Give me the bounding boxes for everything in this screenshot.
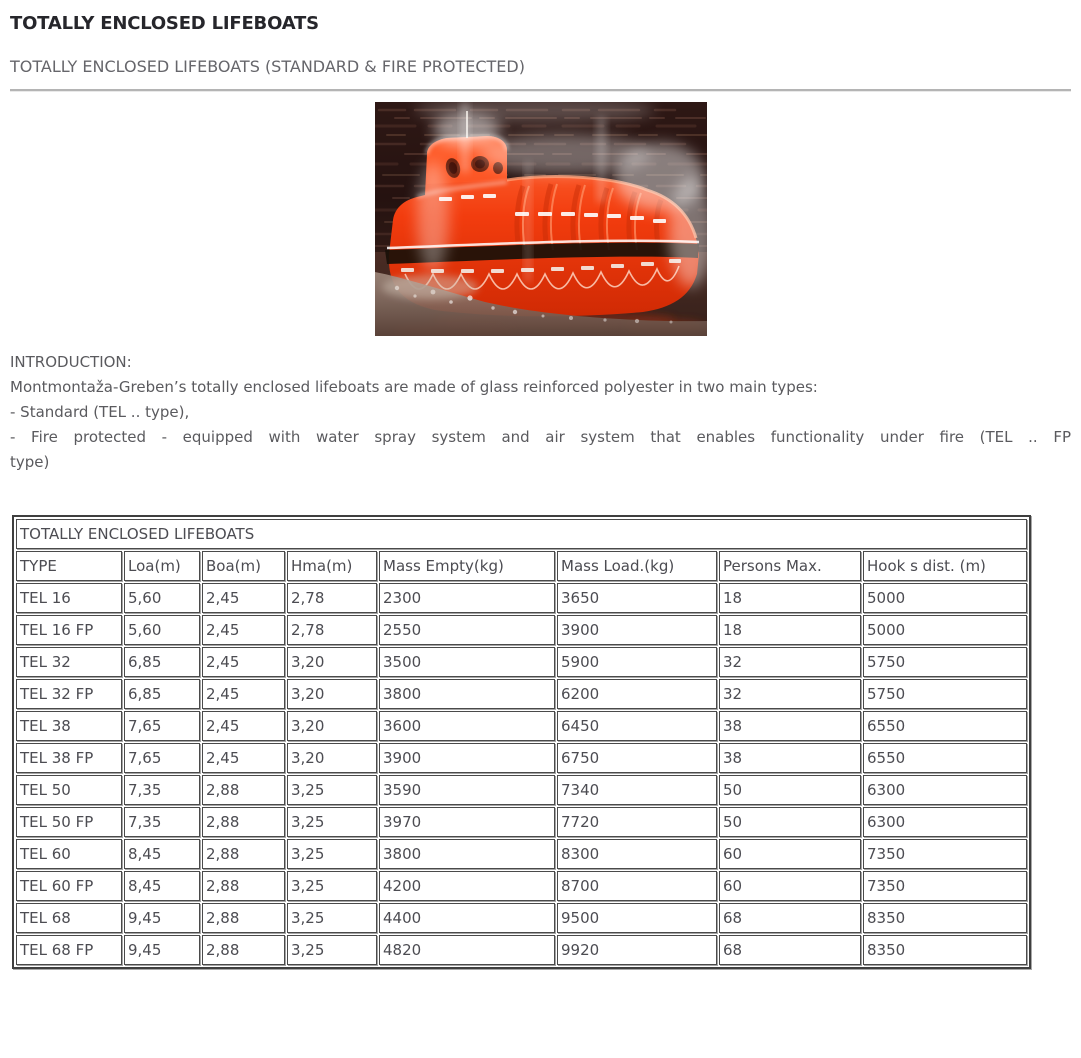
table-cell: 2,78 xyxy=(287,615,377,645)
table-cell: TEL 16 xyxy=(16,583,122,613)
table-cell: 6,85 xyxy=(124,679,200,709)
table-cell: 8700 xyxy=(557,871,717,901)
table-header-row xyxy=(16,551,1027,581)
header-cell: Loa(m) xyxy=(124,551,200,581)
table-cell: 7350 xyxy=(863,871,1027,901)
divider xyxy=(10,89,1071,91)
table-cell: 3650 xyxy=(557,583,717,613)
table-row xyxy=(16,583,1027,613)
table-row xyxy=(16,775,1027,805)
table-row xyxy=(16,647,1027,677)
lifeboat-photo xyxy=(375,102,707,336)
spec-table xyxy=(12,515,1031,969)
table-cell: 2,88 xyxy=(202,871,285,901)
table-cell: TEL 68 xyxy=(16,903,122,933)
table-row xyxy=(16,711,1027,741)
table-cell: 2,88 xyxy=(202,935,285,965)
table-cell: 3500 xyxy=(379,647,555,677)
table-cell: 50 xyxy=(719,775,861,805)
table-cell: 6300 xyxy=(863,807,1027,837)
table-cell: 7,65 xyxy=(124,711,200,741)
table-cell: 5000 xyxy=(863,615,1027,645)
page-title: TOTALLY ENCLOSED LIFEBOATS xyxy=(10,13,319,34)
table-cell: TEL 32 FP xyxy=(16,679,122,709)
table-cell: 2,45 xyxy=(202,647,285,677)
intro-line: Montmontaža-Greben’s totally enclosed lifeboats are made of glass reinforced polyester in two main types: xyxy=(10,378,818,396)
table-cell: 5,60 xyxy=(124,615,200,645)
table-cell: TEL 32 xyxy=(16,647,122,677)
table-cell: 68 xyxy=(719,935,861,965)
table-cell: 60 xyxy=(719,839,861,869)
table-cell: 50 xyxy=(719,807,861,837)
table-cell: 7340 xyxy=(557,775,717,805)
table-title-cell: TOTALLY ENCLOSED LIFEBOATS xyxy=(16,519,1027,549)
table-cell: 6300 xyxy=(863,775,1027,805)
table-cell: 6550 xyxy=(863,711,1027,741)
table-cell: 3,25 xyxy=(287,903,377,933)
table-cell: 38 xyxy=(719,711,861,741)
header-cell: Persons Max. xyxy=(719,551,861,581)
table-cell: 8,45 xyxy=(124,839,200,869)
table-cell: 3900 xyxy=(379,743,555,773)
table-cell: 7,35 xyxy=(124,775,200,805)
table-row xyxy=(16,615,1027,645)
header-cell: Hook s dist. (m) xyxy=(863,551,1027,581)
table-cell: 6750 xyxy=(557,743,717,773)
table-row xyxy=(16,935,1027,965)
header-cell: TYPE xyxy=(16,551,122,581)
table-cell: 3,20 xyxy=(287,743,377,773)
table-cell: 8350 xyxy=(863,903,1027,933)
content xyxy=(0,13,1081,969)
table-cell: TEL 68 FP xyxy=(16,935,122,965)
intro-line: - Standard (TEL .. type), xyxy=(10,403,190,421)
table-cell: TEL 16 FP xyxy=(16,615,122,645)
table-cell: 2,88 xyxy=(202,903,285,933)
table-row xyxy=(16,871,1027,901)
table-cell: 6,85 xyxy=(124,647,200,677)
table-row xyxy=(16,743,1027,773)
table-cell: 3600 xyxy=(379,711,555,741)
table-cell: 2300 xyxy=(379,583,555,613)
table-cell: 3,20 xyxy=(287,679,377,709)
table-cell: 8350 xyxy=(863,935,1027,965)
table-cell: 3,25 xyxy=(287,807,377,837)
intro-line: type) xyxy=(10,453,50,471)
spec-table-body xyxy=(16,519,1027,965)
table-cell: TEL 50 FP xyxy=(16,807,122,837)
table-cell: 5900 xyxy=(557,647,717,677)
table-cell: 18 xyxy=(719,615,861,645)
table-cell: 60 xyxy=(719,871,861,901)
intro-line: INTRODUCTION: xyxy=(10,353,132,371)
intro-section xyxy=(10,350,1071,475)
table-cell: 6200 xyxy=(557,679,717,709)
table-cell: 3,25 xyxy=(287,935,377,965)
header-cell: Boa(m) xyxy=(202,551,285,581)
header-cell: Mass Empty(kg) xyxy=(379,551,555,581)
table-cell: 7,65 xyxy=(124,743,200,773)
table-cell: 3,25 xyxy=(287,775,377,805)
table-cell: 8,45 xyxy=(124,871,200,901)
table-row xyxy=(16,679,1027,709)
table-cell: 3590 xyxy=(379,775,555,805)
table-cell: 68 xyxy=(719,903,861,933)
page-subtitle: TOTALLY ENCLOSED LIFEBOATS (STANDARD & FIRE PROTECTED) xyxy=(10,57,525,76)
table-cell: TEL 38 FP xyxy=(16,743,122,773)
table-row xyxy=(16,903,1027,933)
table-cell: TEL 50 xyxy=(16,775,122,805)
table-cell: 2,88 xyxy=(202,807,285,837)
table-cell: 4200 xyxy=(379,871,555,901)
table-cell: 6550 xyxy=(863,743,1027,773)
table-title-row xyxy=(16,519,1027,549)
table-cell: TEL 60 FP xyxy=(16,871,122,901)
table-cell: 2,45 xyxy=(202,615,285,645)
table-row xyxy=(16,807,1027,837)
table-cell: 4820 xyxy=(379,935,555,965)
table-cell: 18 xyxy=(719,583,861,613)
table-cell: 2,45 xyxy=(202,583,285,613)
table-cell: 3,25 xyxy=(287,871,377,901)
table-cell: 7720 xyxy=(557,807,717,837)
table-cell: 2,45 xyxy=(202,743,285,773)
table-cell: 9,45 xyxy=(124,903,200,933)
table-cell: TEL 38 xyxy=(16,711,122,741)
table-cell: 6450 xyxy=(557,711,717,741)
table-cell: 3,25 xyxy=(287,839,377,869)
table-cell: 32 xyxy=(719,647,861,677)
table-cell: 3970 xyxy=(379,807,555,837)
table-cell: 2,88 xyxy=(202,839,285,869)
header-cell: Hma(m) xyxy=(287,551,377,581)
table-cell: 3800 xyxy=(379,839,555,869)
table-cell: 7,35 xyxy=(124,807,200,837)
table-cell: 38 xyxy=(719,743,861,773)
table-cell: 3900 xyxy=(557,615,717,645)
table-cell: 2,45 xyxy=(202,711,285,741)
table-cell: 3,20 xyxy=(287,647,377,677)
header-cell: Mass Load.(kg) xyxy=(557,551,717,581)
table-cell: 3,20 xyxy=(287,711,377,741)
table-cell: 32 xyxy=(719,679,861,709)
table-cell: 7350 xyxy=(863,839,1027,869)
photo-container xyxy=(10,102,1071,336)
table-cell: 3800 xyxy=(379,679,555,709)
table-cell: 5750 xyxy=(863,647,1027,677)
table-cell: TEL 60 xyxy=(16,839,122,869)
table-cell: 2,45 xyxy=(202,679,285,709)
table-cell: 5000 xyxy=(863,583,1027,613)
table-cell: 9,45 xyxy=(124,935,200,965)
table-cell: 5,60 xyxy=(124,583,200,613)
intro-line: - Fire protected - equipped with water spray system and air system that enables functionality under fire (TEL .. FP xyxy=(10,428,1071,446)
table-cell: 9500 xyxy=(557,903,717,933)
table-cell: 2550 xyxy=(379,615,555,645)
table-cell: 5750 xyxy=(863,679,1027,709)
table-cell: 2,88 xyxy=(202,775,285,805)
table-row xyxy=(16,839,1027,869)
table-cell: 2,78 xyxy=(287,583,377,613)
table-cell: 9920 xyxy=(557,935,717,965)
table-cell: 4400 xyxy=(379,903,555,933)
table-cell: 8300 xyxy=(557,839,717,869)
